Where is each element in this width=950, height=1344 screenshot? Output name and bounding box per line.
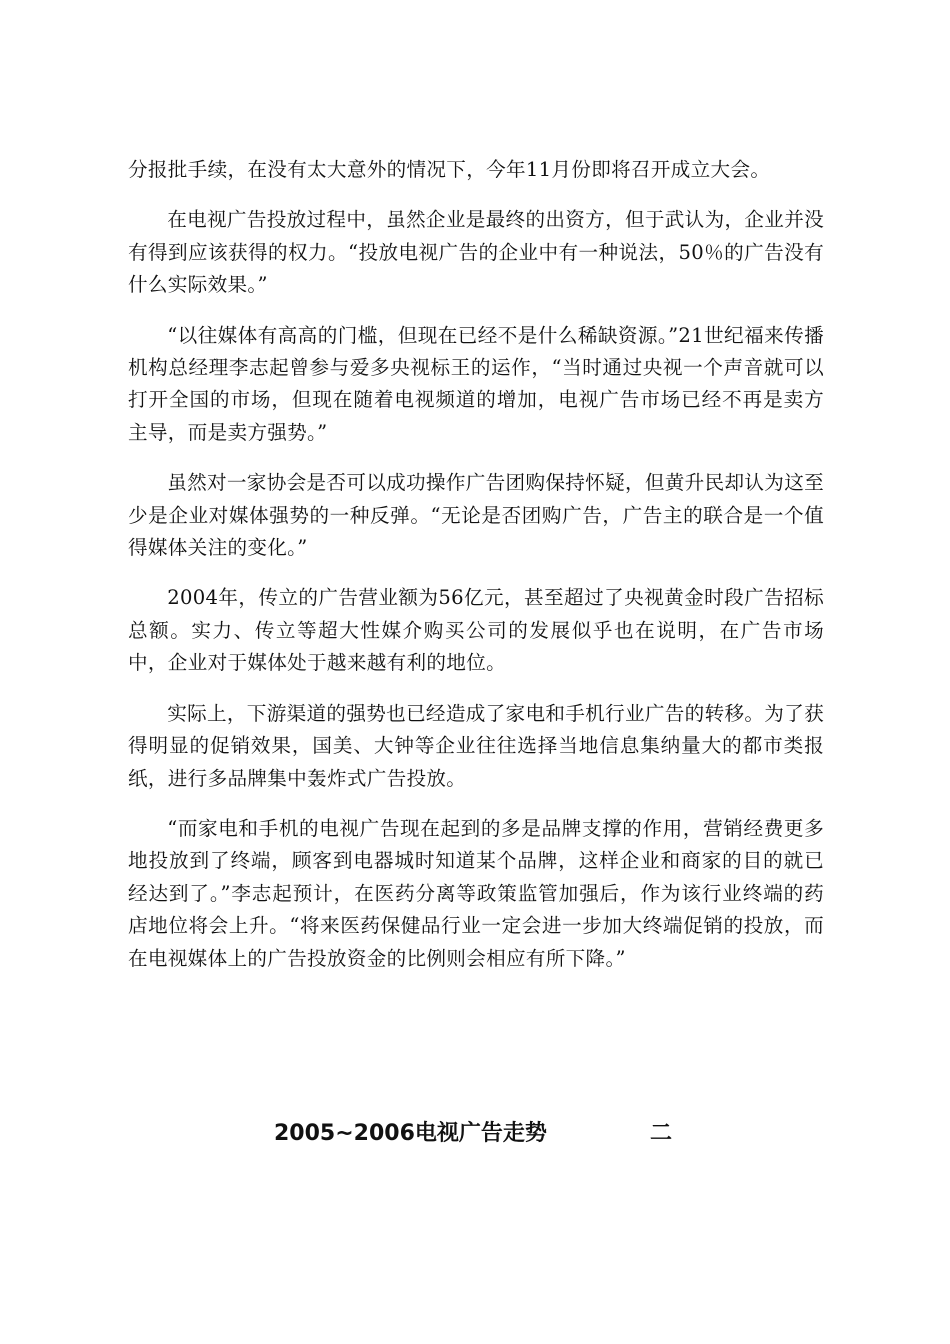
section-number: 二 <box>650 1121 673 1146</box>
section-heading: 2005~2006电视广告走势 <box>274 1121 547 1146</box>
paragraph-6: 实际上，下游渠道的强势也已经造成了家电和手机行业广告的转移。为了获得明显的促销效果，国美、大钟等企业往往选择当地信息集纳量大的都市类报纸，进行多品牌集中轰炸式广告投放。 <box>128 701 824 790</box>
article-body <box>128 154 824 993</box>
paragraph-3: “以往媒体有高高的门槛，但现在已经不是什么稀缺资源。”21世纪福来传播机构总经理李志起曾参与爱多央视标王的运作，“当时通过央视一个声音就可以打开全国的市场，但现在随着电视频道的增加，电视广告市场已经不再是卖方主导，而是卖方强势。” <box>128 323 824 444</box>
paragraph-2: 在电视广告投放过程中，虽然企业是最终的出资方，但于武认为，企业并没有得到应该获得的权力。“投放电视广告的企业中有一种说法，50％的广告没有什么实际效果。” <box>128 208 824 297</box>
paragraph-5: 2004年，传立的广告营业额为56亿元，甚至超过了央视黄金时段广告招标总额。实力、传立等超大性媒介购买公司的发展似乎也在说明，在广告市场中，企业对于媒体处于越来越有利的地位。 <box>128 586 824 675</box>
paragraph-1: 分报批手续，在没有太大意外的情况下，今年11月份即将召开成立大会。 <box>128 158 771 181</box>
paragraph-4: 虽然对一家协会是否可以成功操作广告团购保持怀疑，但黄升民却认为这至少是企业对媒体强势的一种反弹。“无论是否团购广告，广告主的联合是一个值得媒体关注的变化。” <box>128 471 824 560</box>
paragraph-7: “而家电和手机的电视广告现在起到的多是品牌支撑的作用，营销经费更多地投放到了终端，顾客到电器城时知道某个品牌，这样企业和商家的目的就已经达到了。”李志起预计，在医药分离等政策监管加强后，作为该行业终端的药店地位将会上升。“将来医药保健品行业一定会进一步加大终端促销的投放，而在电视媒体上的广告投放资金的比例则会相应有所下降。” <box>128 816 824 970</box>
